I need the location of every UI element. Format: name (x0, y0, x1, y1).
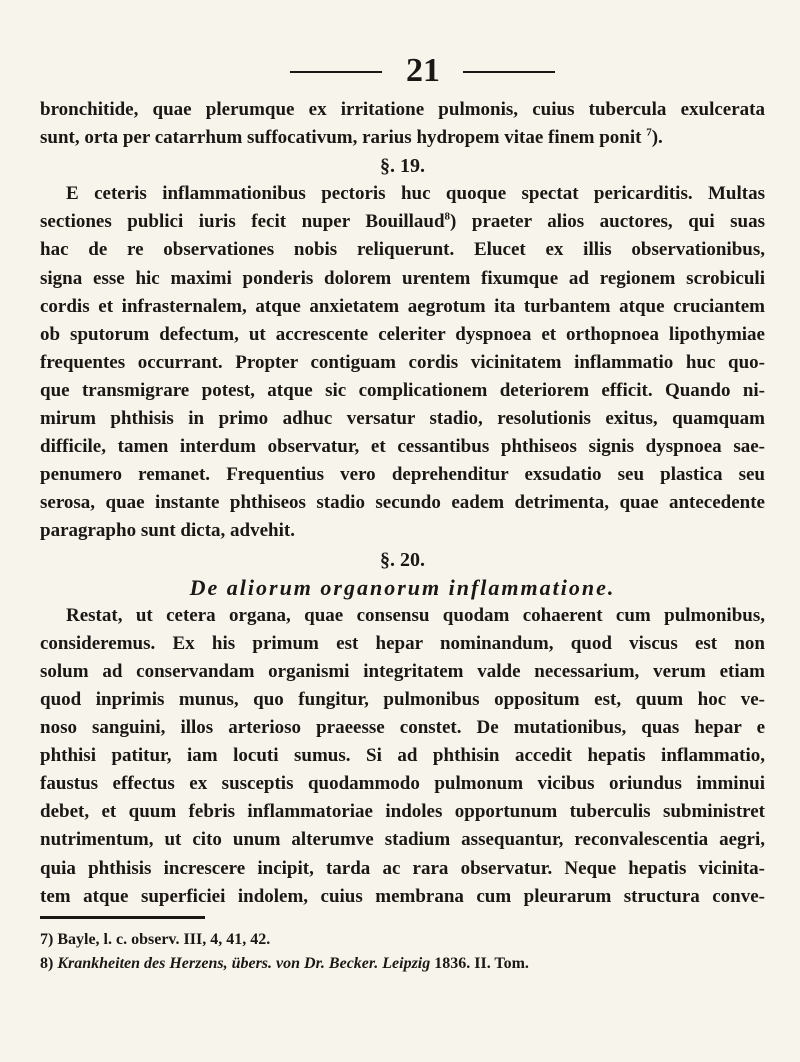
text-line: ob sputorum defectum, ut accrescente celeriter dyspnoea et orthopnoea lipothymiae (40, 323, 765, 345)
section-20-subtitle: De aliorum organorum inflammatione. (189, 574, 616, 600)
text-line: phthisi patitur, iam locuti sumus. Si ad phthisin accedit hepatis inflammatio, (40, 745, 765, 767)
footnotes (40, 928, 765, 976)
section-20-heading: §. 20. (380, 548, 425, 571)
text-line: serosa, quae instante phthiseos stadio secundo eadem detrimenta, quae antecedente (40, 492, 765, 514)
footnote-8: 8) Krankheiten des Herzens, übers. von Dr. Becker. Leipzig 1836. II. Tom. (40, 955, 529, 972)
header-rule-right (463, 71, 555, 73)
text-line: paragrapho sunt dicta, advehit. (40, 520, 295, 542)
page-number: 21 (406, 52, 440, 89)
footnote-ref: 7 (646, 126, 652, 139)
text-line: signa esse hic maximi ponderis dolorem urentem fixumque ad regionem scrobiculi (40, 267, 765, 289)
text-line: faustus effectus ex susceptis quodammodo pulmonum vicibus oriundus imminui (40, 773, 765, 795)
footnote-rule (40, 916, 205, 919)
header-rule-left (290, 71, 382, 73)
text-line: debet, et quum febris inflammatoriae indoles opportunum tuberculis subministret (40, 801, 765, 823)
text-line: frequentes occurrant. Propter contiguam cordis vicinitatem inflammatio huc quo- (40, 351, 765, 373)
section-19-heading: §. 19. (380, 155, 425, 178)
text-line: hac de re observationes nobis reliquerunt. Elucet ex illis observationibus, (40, 239, 765, 261)
text-line: quod inprimis munus, quo fungitur, pulmonibus oppositum est, quum hoc ve- (40, 688, 765, 710)
text-line: sunt, orta per catarrhum suffocativum, rarius hydropem vitae finem ponit $^7$). (40, 126, 663, 149)
text-line: que transmigrare potest, atque sic complicationem deteriorem efficit. Quando ni- (40, 379, 765, 401)
text-line: E ceteris inflammationibus pectoris huc quoque spectat pericarditis. Multas (66, 183, 765, 205)
text-line: Restat, ut cetera organa, quae consensu quodam cohaerent cum pulmonibus, (66, 604, 765, 626)
text-line: nutrimentum, ut cito unum alterumve stadium assequantur, reconvalescentia aegri, (40, 829, 765, 851)
text-line: tem atque superficiei indolem, cuius membrana cum pleurarum structura conve- (40, 885, 765, 907)
footnote-7: 7) Bayle, l. c. observ. III, 4, 41, 42. (40, 931, 271, 948)
text-line: cordis et infrasternalem, atque anxietatem aegrotum ita turbantem atque cruciantem (40, 295, 765, 317)
text-line: mirum phthisis in primo adhuc versatur stadio, resolutionis exitus, quamquam (40, 408, 765, 430)
page-body (40, 96, 765, 911)
text-line: quia phthisis increscere incipit, tarda ac rara observatur. Neque hepatis vicinita- (40, 857, 765, 879)
text-line: consideremus. Ex his primum est hepar nominandum, quod viscus est non (40, 632, 765, 654)
text-line: penumero remanet. Frequentius vero deprehenditur exsudatio seu plastica seu (40, 464, 765, 486)
text-line: solum ad conservandam organismi integritatem valde necessarium, verum etiam (40, 660, 765, 682)
text-line: sectiones publici iuris fecit nuper Bouillaud$^8$) praeter alios auctores, qui suas (40, 211, 765, 233)
text-line: bronchitide, quae plerumque ex irritatione pulmonis, cuius tubercula exulcerata (40, 99, 765, 120)
text-line: noso sanguini, illos arterioso praeesse constet. De mutationibus, quas hepar e (40, 717, 765, 739)
page-header (40, 52, 765, 96)
footnote-ref: 8 (444, 211, 451, 224)
text-line: difficile, tamen interdum observatur, et cessantibus phthiseos signis dyspnoea sae- (40, 436, 765, 458)
